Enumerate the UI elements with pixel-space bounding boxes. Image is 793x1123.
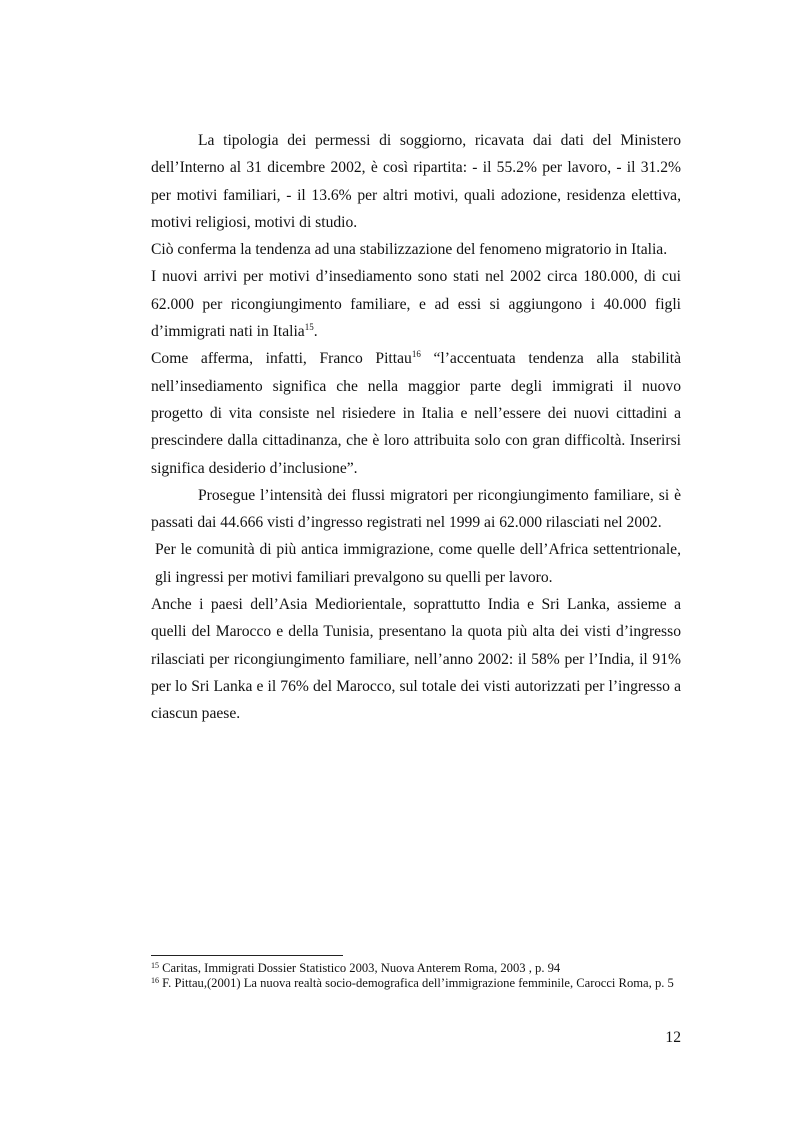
body-text xyxy=(151,127,681,728)
paragraph-stabilization: Ciò conferma la tendenza ad una stabilizzazione del fenomeno migratorio in Italia. xyxy=(151,241,668,259)
paragraph-pittau-quote xyxy=(151,345,681,481)
paragraph-pittau-text: Come afferma, infatti, Franco Pittau xyxy=(151,350,412,368)
footnote-16 xyxy=(151,976,681,991)
footnote-ref-15[interactable]: 15 xyxy=(304,322,314,333)
paragraph-new-arrivals-text: I nuovi arrivi per motivi d’insediamento sono stati nel 2002 circa 180.000, di cui 62.000 per ricongiungimento familiare, e ad essi si aggiungono i 40.000 figli d’immigrati nati in Italia xyxy=(151,268,681,341)
page-number: 12 xyxy=(665,1029,681,1046)
paragraph-new-arrivals-end: . xyxy=(313,323,318,341)
footnote-text: F. Pittau,(2001) La nuova realtà socio-demografica dell’immigrazione femminile, Carocci Roma, p. 5 xyxy=(162,976,674,990)
paragraph-asia-middle-east: Anche i paesi dell’Asia Mediorientale, soprattutto India e Sri Lanka, assieme a quelli del Marocco e della Tunisia, presentano la quota più alta dei visti d’ingresso rilasciati per ricongiungimento familiare, nell’anno 2002: il 58% per l’India, il 91% per lo Sri Lanka e il 76% del Marocco, sul totale dei visti autorizzati per l’ingresso a ciascun paese. xyxy=(151,596,681,723)
footnote-text: Caritas, Immigrati Dossier Statistico 2003, Nuova Anterem Roma, 2003 , p. 94 xyxy=(162,961,561,975)
footnote-ref-16[interactable]: 16 xyxy=(411,349,421,360)
footnote-number: 15 xyxy=(151,961,159,970)
paragraph-older-communities: Per le comunità di più antica immigrazione, come quelle dell’Africa settentrionale, gli ingressi per motivi familiari prevalgono su quelli per lavoro. xyxy=(155,541,681,586)
footnote-separator xyxy=(151,955,343,956)
paragraph-new-arrivals xyxy=(151,263,681,345)
paragraph-permits: La tipologia dei permessi di soggiorno, ricavata dai dati del Ministero dell’Interno al 31 dicembre 2002, è così ripartita: - il 55.2% per lavoro, - il 31.2% per motivi familiari, - il 13.6% per altri motivi, quali adozione, residenza elettiva, motivi religiosi, motivi di studio. xyxy=(151,132,681,231)
paragraph-family-flows: Prosegue l’intensità dei flussi migratori per ricongiungimento familiare, si è passati dai 44.666 visti d’ingresso registrati nel 1999 ai 62.000 rilasciati nel 2002. xyxy=(151,486,681,532)
footnote-number: 16 xyxy=(151,976,159,985)
footnotes xyxy=(151,961,681,991)
paragraph-pittau-quote-text: “l’accentuata tendenza alla stabilità nell’insediamento significa che nella maggior parte degli immigrati il nuovo progetto di vita consiste nel risiedere in Italia e nell’essere dei nuovi cittadini a prescindere dalla cittadinanza, che è loro attribuita solo con gran difficoltà. Inserirsi significa desiderio d’inclusione”. xyxy=(151,350,681,477)
footnote-15 xyxy=(151,961,681,976)
